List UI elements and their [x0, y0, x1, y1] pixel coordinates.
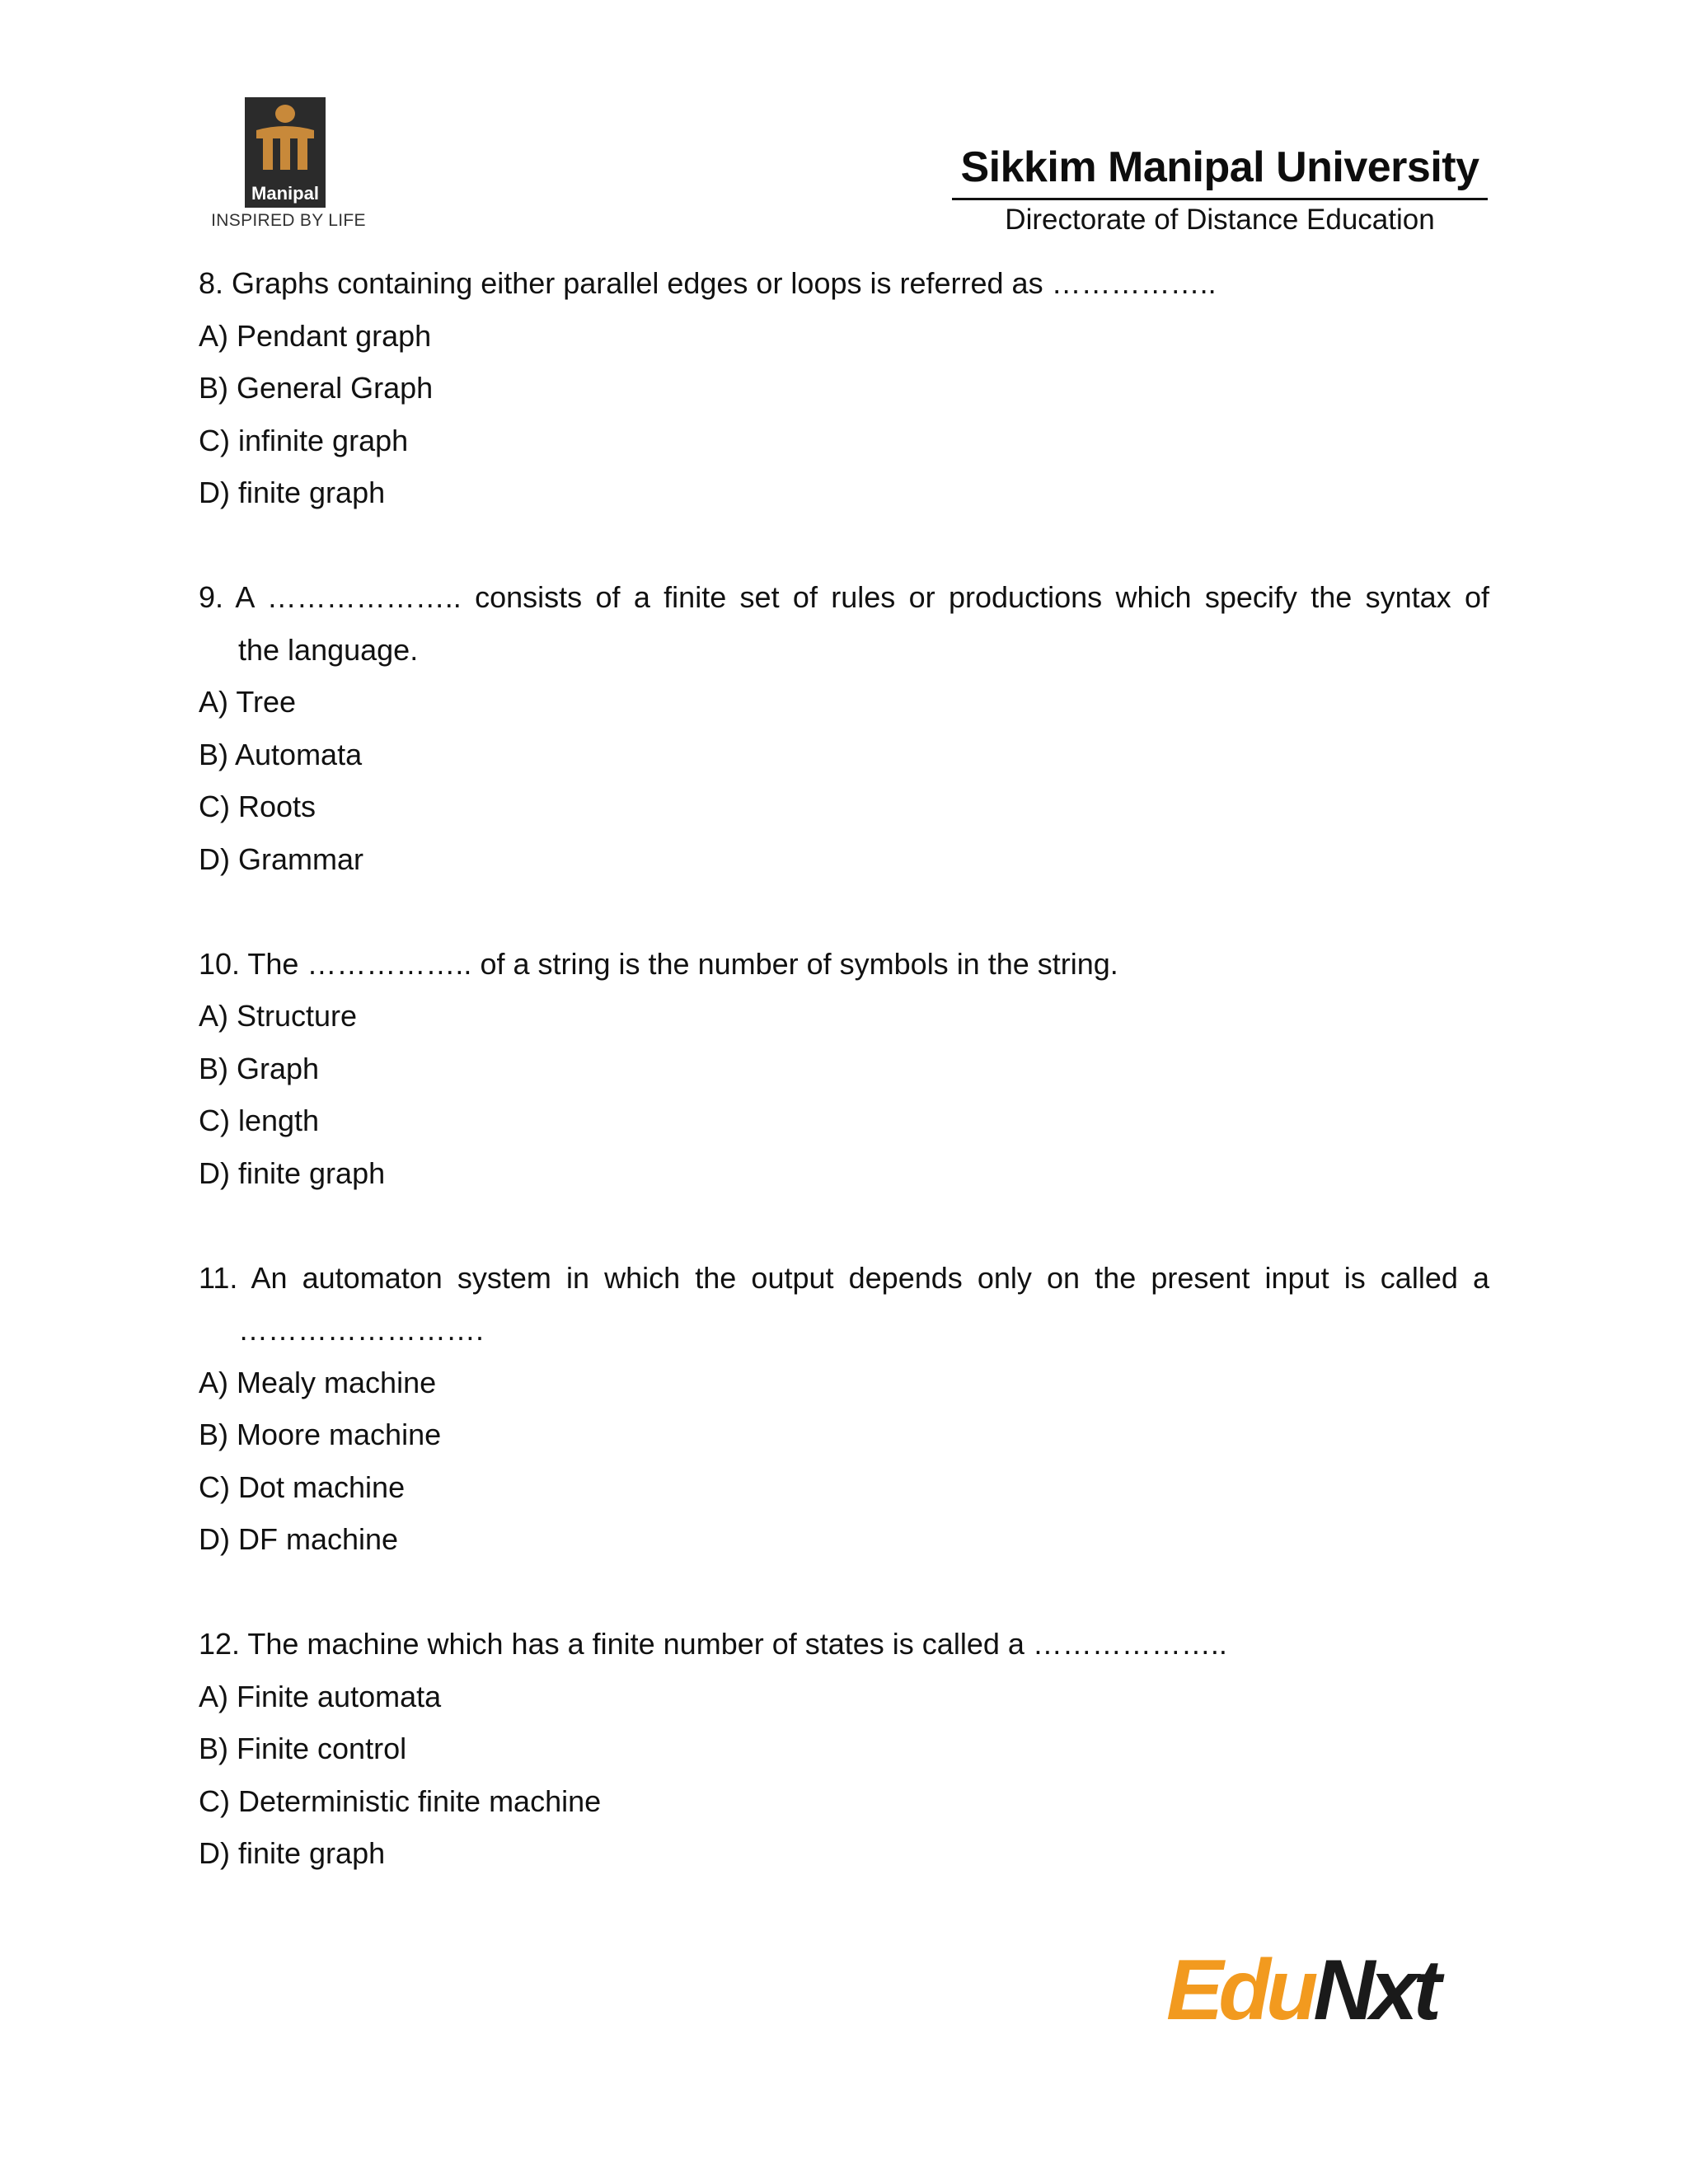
question-11	[199, 1252, 1489, 1566]
edunext-logo-edu: Edu	[1166, 1943, 1314, 2038]
option-d: D) finite graph	[199, 1155, 386, 1190]
edunext-logo-next: Nxt	[1313, 1943, 1437, 2038]
question-text-continued: …………………….	[238, 1313, 485, 1347]
option-b: B) General Graph	[199, 371, 434, 405]
edunext-logo	[1166, 1945, 1437, 2036]
option-a: A) Tree	[199, 685, 297, 719]
option-d: D) Grammar	[199, 841, 363, 876]
option-b: B) Finite control	[199, 1732, 407, 1765]
manipal-logo-mark	[245, 97, 326, 208]
option-d: D) finite graph	[199, 1836, 386, 1870]
question-text-continued: the language.	[238, 632, 419, 667]
directorate-name: Directorate of Distance Education	[1005, 204, 1435, 236]
question-list	[199, 257, 1489, 1932]
question-text: 12. The machine which has a finite number of states is called a ………………..	[199, 1627, 1227, 1661]
question-text: 10. The …………….. of a string is the number of symbols in the string.	[199, 946, 1118, 981]
option-a: A) Finite automata	[199, 1679, 442, 1713]
question-8	[199, 257, 1489, 519]
option-d: D) DF machine	[199, 1522, 399, 1556]
option-a: A) Mealy machine	[199, 1365, 437, 1399]
option-c: C) Deterministic finite machine	[199, 1783, 602, 1818]
option-c: C) infinite graph	[199, 423, 409, 457]
question-12	[199, 1618, 1489, 1880]
option-a: A) Structure	[199, 999, 358, 1033]
option-c: C) length	[199, 1104, 320, 1137]
university-header	[952, 142, 1488, 237]
option-b: B) Moore machine	[199, 1418, 442, 1451]
question-9	[199, 571, 1489, 885]
option-a: A) Pendant graph	[199, 318, 432, 353]
logo-word: Manipal	[251, 183, 319, 204]
question-10	[199, 938, 1489, 1200]
question-text: 9. A ……………….. consists of a finite set of rules or productions which specify the syntax of	[199, 580, 1489, 614]
question-text: 11. An automaton system in which the output depends only on the present input is called a	[199, 1260, 1489, 1295]
logo-tagline: INSPIRED BY LIFE	[211, 211, 366, 230]
manipal-symbol-icon	[245, 97, 326, 188]
option-c: C) Dot machine	[199, 1469, 406, 1504]
manipal-logo	[202, 97, 375, 237]
question-text: 8. Graphs containing either parallel edges or loops is referred as ……………..	[199, 266, 1217, 300]
university-name: Sikkim Manipal University	[952, 142, 1488, 200]
option-d: D) finite graph	[199, 476, 386, 509]
option-b: B) Automata	[199, 737, 363, 771]
option-b: B) Graph	[199, 1051, 320, 1085]
option-c: C) Roots	[199, 790, 316, 823]
